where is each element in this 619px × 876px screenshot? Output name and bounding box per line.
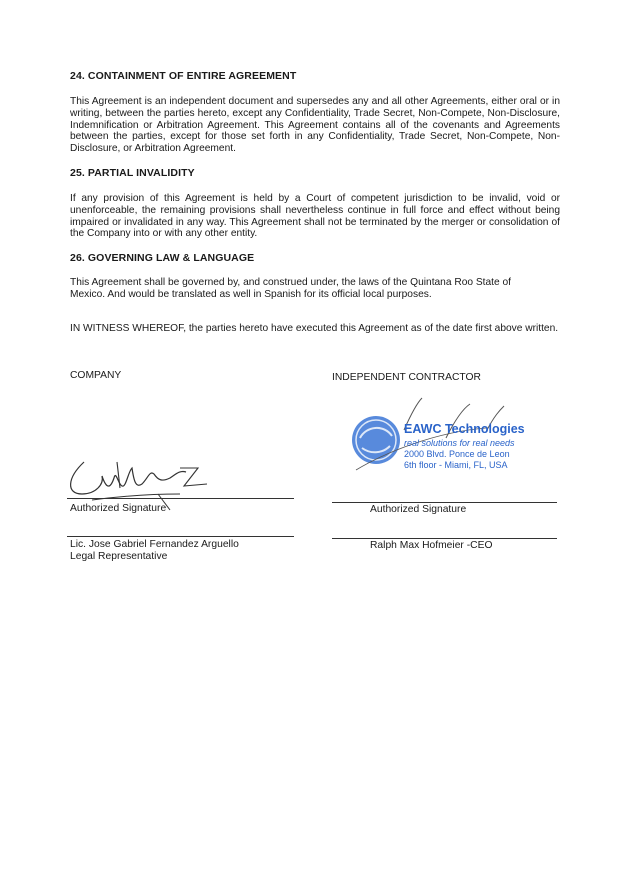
section-25-title: 25. PARTIAL INVALIDITY: [70, 167, 195, 179]
company-name-line: [67, 536, 294, 537]
section-25-body: If any provision of this Agreement is held by a Court of competent jurisdiction to be invalid, void or unenforceable, the remaining provisions shall nevertheless continue in full force and effect without being impaired or invalidated in any way. This Agreement shall not be terminated by the merger or consolidation of the Company into or with any other entity.: [70, 193, 560, 240]
stamp-tagline: real solutions for real needs: [404, 438, 515, 448]
section-24-body: This Agreement is an independent document and supersedes any and all other Agreements, either oral or in writing, between the parties hereto, except any Confidentiality, Trade Secret, Non-Compete, Non-Disclosure, Indemnification or Arbitration Agreement. This Agreement contains all of the covenants and Agreements between the parties, except for those set forth in any Confidentiality, Trade Secret, Non-Compete, Non-Disclosure, or Arbitration Agreement.: [70, 96, 560, 155]
company-representative-name: Lic. Jose Gabriel Fernandez Arguello: [70, 539, 239, 550]
stamp-address-line2: 6th floor - Miami, FL, USA: [404, 460, 508, 470]
company-signature-line: [67, 498, 294, 499]
company-representative-role: Legal Representative: [70, 551, 168, 562]
witness-clause: IN WITNESS WHEREOF, the parties hereto have executed this Agreement as of the date first above written.: [70, 323, 559, 334]
section-24-title: 24. CONTAINMENT OF ENTIRE AGREEMENT: [70, 70, 297, 82]
section-26-title: 26. GOVERNING LAW & LANGUAGE: [70, 252, 255, 264]
section-26-body: This Agreement shall be governed by, and construed under, the laws of the Quintana Roo State of Mexico. And would be translated as well in Spanish for its official local purposes.: [70, 277, 511, 300]
contractor-representative-name: Ralph Max Hofmeier -CEO: [370, 540, 493, 551]
stamp-company-name: EAWC Technologies: [404, 422, 525, 436]
stamp-address-line1: 2000 Blvd. Ponce de Leon: [404, 449, 510, 459]
contractor-heading: INDEPENDENT CONTRACTOR: [332, 372, 481, 383]
company-signature-label: Authorized Signature: [70, 503, 167, 514]
contractor-signature-label: Authorized Signature: [370, 504, 467, 515]
contractor-name-line: [332, 538, 557, 539]
contractor-signature-line: [332, 502, 557, 503]
company-heading: COMPANY: [70, 370, 122, 381]
